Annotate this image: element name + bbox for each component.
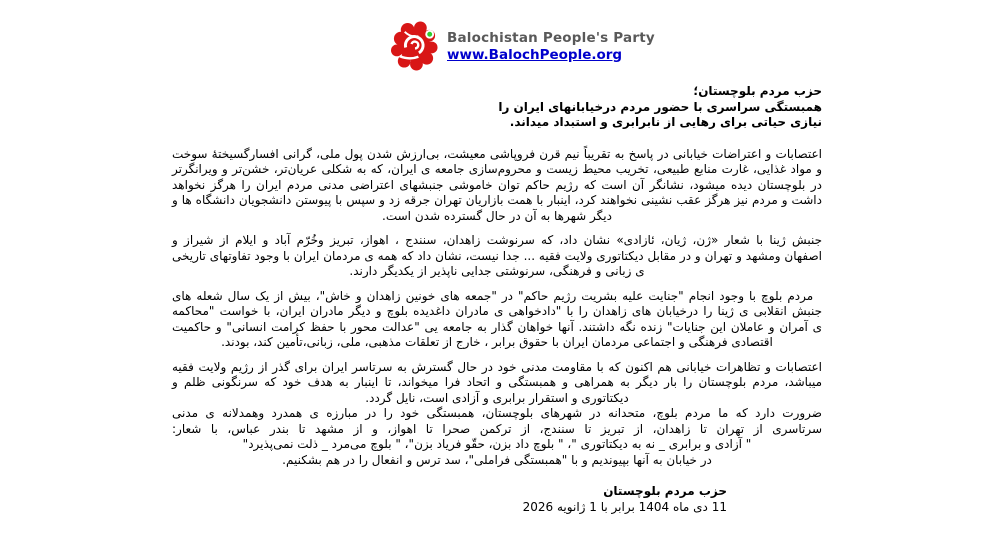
text-line: سرتاسری از تهران تا زاهدان، از تبریز تا سنندج، از ترکمن صحرا تا اهواز، و از مشهد تا بندر عباس، با شعار: [172,421,822,436]
text-line: جنبش انقلابی ی ژینا را درخیابان های زاهدان را با "دادخواهی ی مادران داغدیده بلوچ و دیگر مادران ایران، با خواست "محاکمه [172,304,822,318]
text-line: اعتصابات و اعتراضات خیابانی در پاسخ به تقریباً نیم قرن فروپاشی معیشت، بی‌ارزش شدن پول ملی، گرانی افسارگسیختۀ سوخت [172,146,822,161]
text-line: اقتصادی فرهنگی و اجتماعی مردمان ایران با حقوق برابر ، خارج از تعلقات مذهبی، ملی، زبانی،تأمین کند، بودند. [221,335,773,349]
text-line: و مواد غذایی، غارت منابع طبیعی، تخریب محیط زیست و محروم‌سازی جامعه ی ایران، که به شکلی عریان‌تر، خشن‌تر و ویرانگرتر [172,162,822,176]
paragraph-3 [172,289,822,351]
statement-body [172,84,822,515]
text-line: ی زبانی و فرهنگی، سرنوشتی جدایی ناپذیر از یکدیگر دارند. [349,264,645,278]
text-line: دیگر شهرها به آن در حال گسترده شدن است. [382,208,612,223]
text-line: ضرورت دارد که ما مردم بلوچ، متحدانه در شهرهای بلوچستان، همبستگی خود را در مبارزه ی همدرد وهمدلانه ی مدنی [172,406,822,420]
website-link[interactable]: www.BalochPeople.org [447,46,623,63]
text-line: اعتصابات و تظاهرات خیابانی هم اکنون که با مقاومت مدنی خود در حال گسترش به سرتاسر ایران برای گذر از رژیم ولایت فقیه [172,359,822,374]
paragraph-2 [172,233,822,280]
org-name: Balochistan People's Party [447,29,655,46]
text-line: اصفهان ومشهد و تهران و در مقابل دیکتاتوری ولایت فقیه ... جدا نیست، نشان داد که همه ی مردمان ایران با وجود تفاوتهای تاریخی [172,248,822,263]
signature-block [172,484,727,515]
text-line: داشت و مردم نیز هرگز عقب نشینی نخواهند کرد، اینبار با همت بازاریان تهران جرقه زد و سپس با پیوستن دانشجویان دانشگاه ها و [172,193,822,207]
text-line: در خیابان به آنها بپیوندیم و با "همبستگی فراملی"، سد ترس و انفعال را در هم بشکنیم. [282,452,712,467]
paragraph-1 [172,147,822,225]
text-line: در بلوچستان دیده میشود، نشانگر آن است که رژیم حاکم توان خاموشی جنبشهای اعتراضی مدنی مردم ایران را هرگز نخواهد [172,177,822,192]
text-line: دیکتاتوری و استقرار برابری و آزادی است، نایل گردد. [365,390,629,405]
statement-heading [172,84,822,131]
rose-logo-icon [390,18,439,74]
green-dot [427,32,432,37]
heading-line: نیازی حیاتی برای رهایی از نابرابری و استبداد میداند. [509,115,822,129]
slogan-line: " آزادی و برابری _ نه به دیکتاتوری "، " بلوچ داد بزن، حقّو فریاد بزن"، " بلوچ می‌مرد _ ذلت نمی‌پذیرد" [242,437,752,451]
text-line: ی آمران و عاملان این جنایات" زنده نگه داشتند. آنها خواهان گذار به جامعه یی "عدالت محور با حفظ کرامت انسانی" و حاکمیت [172,319,822,334]
heading-line: حزب مردم بلوچستان؛ [693,84,822,98]
text-line: مردم بلوچ با وجود انجام "جنایت علیه بشریت رژیم حاکم" در "جمعه های خونین زاهدان و خاش"، بیش از یک سال شعله های [172,288,822,303]
paragraph-4 [172,360,822,469]
logo-text [447,30,655,63]
signature-party-name: حزب مردم بلوچستان [603,484,727,498]
text-line: میباشد، مردم بلوچستان را بار دیگر به همراهی و همبستگی و اتحاد فرا میخواند، تا اینبار به هدف خود که سرنگونی ظلم و [172,375,822,389]
heading-line: همبستگی سراسری با حضور مردم درخیابانهای ایران را [498,99,822,114]
text-line: جنبش ژینا با شعار «ژن، ژیان، ئازادی» نشان داد، که سرنوشت زاهدان، سنندج ، اهواز، تبریز وخُرّم آباد و ایلام از شیراز و [172,233,822,247]
party-logo [390,18,655,74]
signature-date: 11 دی ماه 1404 برابر با 1 ژانویه 2026 [522,499,727,514]
